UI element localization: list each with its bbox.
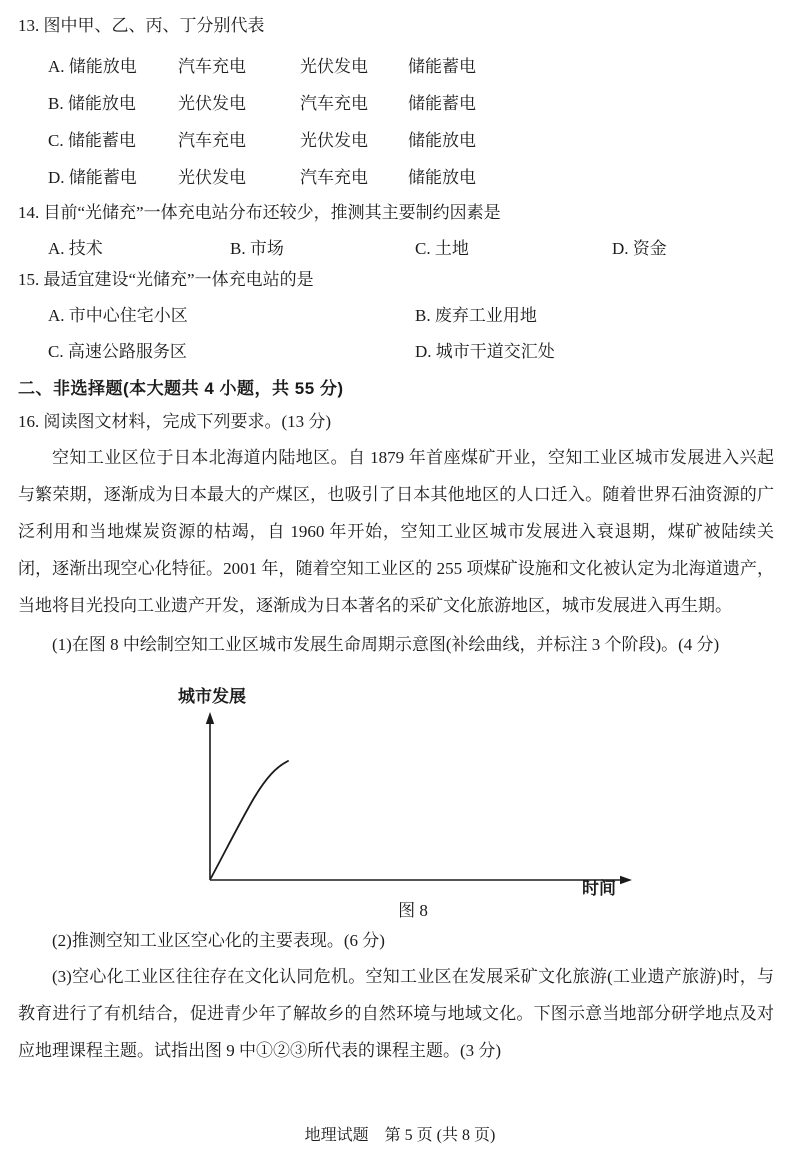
option-14-D: D. 资金 [612,239,667,258]
option-13-B-col2: 光伏发电 [178,94,246,113]
question-16-sub1: (1)在图 8 中绘制空知工业区城市发展生命周期示意图(补绘曲线，并标注 3 个阶段)。(4 分) [52,635,720,654]
option-13-B-col1: B. 储能放电 [48,94,136,113]
section-2-title: 二、非选择题(本大题共 4 小题，共 55 分) [18,379,344,398]
option-15-D: D. 城市干道交汇处 [415,341,555,361]
question-14-stem: 14. 目前“光储充”一体充电站分布还较少，推测其主要制约因素是 [18,203,501,222]
option-13-A-col1: A. 储能放电 [48,57,137,76]
option-13-D-col3: 汽车充电 [300,168,368,187]
option-13-C-col1: C. 储能蓄电 [48,131,136,150]
figure-8-x-axis-label: 时间 [582,879,616,898]
question-13-options [48,46,774,194]
option-13-C-col4: 储能放电 [408,131,476,150]
option-13-C-col3: 光伏发电 [300,131,368,150]
figure-8-plot [202,712,632,887]
option-13-A-col2: 汽车充电 [178,57,246,76]
option-13-A-col4: 储能蓄电 [408,57,476,76]
option-13-B-col4: 储能蓄电 [408,94,476,113]
question-16-stem: 16. 阅读图文材料，完成下列要求。(13 分) [18,412,332,431]
question-14-options [48,228,774,265]
growth-curve [211,761,288,878]
question-16-sub3: (3)空心化工业区往往存在文化认同危机。空知工业区在发展采矿文化旅游(工业遗产旅游)时，与教育进行了有机结合，促进青少年了解故乡的自然环境与地域文化。下图示意当地部分研学地点及对应地理课程主题。试指出图 9 中①②③所代表的课程主题。(3 分) [18,967,774,1060]
page-footer: 地理试题 第 5 页 (共 8 页) [304,1127,496,1144]
option-13-D-col2: 光伏发电 [178,168,246,187]
figure-8-y-axis-label: 城市发展 [178,687,246,706]
question-16-material: 空知工业区位于日本北海道内陆地区。自 1879 年首座煤矿开业，空知工业区城市发展进入兴起与繁荣期，逐渐成为日本最大的产煤区，也吸引了日本其他地区的人口迁入。随着世界石油资源的广泛利用和当地煤炭资源的枯竭，自 1960 年开始，空知工业区城市发展进入衰退期，煤矿被陆续关闭，逐渐出现空心化特征。2001 年，随着空知工业区的 255 项煤矿设施和文化被认定为北海道遗产，当地将目光投向工业遗产开发，逐渐成为日本著名的采矿文化旅游地区，城市发展进入再生期。 [18,448,774,615]
option-15-C: C. 高速公路服务区 [48,341,187,361]
option-15-B: B. 废弃工业用地 [415,305,537,325]
question-16-sub2: (2)推测空知工业区空心化的主要表现。(6 分) [52,931,385,950]
option-14-B: B. 市场 [230,239,284,258]
option-13-A-col3: 光伏发电 [300,57,368,76]
option-13-B-col3: 汽车充电 [300,94,368,113]
option-13-D-col1: D. 储能蓄电 [48,168,137,187]
option-14-A: A. 技术 [48,239,103,258]
x-axis-arrow-icon [620,876,632,884]
question-15-stem: 15. 最适宜建设“光储充”一体充电站的是 [18,270,314,289]
figure-8 [178,682,648,898]
option-14-C: C. 土地 [415,239,469,258]
figure-8-caption: 图 8 [398,901,428,920]
option-13-C-col2: 汽车充电 [178,131,246,150]
question-15-options [48,295,774,367]
y-axis-arrow-icon [206,712,214,724]
option-15-A: A. 市中心住宅小区 [48,305,188,325]
option-13-D-col4: 储能放电 [408,168,476,187]
question-13-stem: 13. 图中甲、乙、丙、丁分别代表 [18,16,265,35]
